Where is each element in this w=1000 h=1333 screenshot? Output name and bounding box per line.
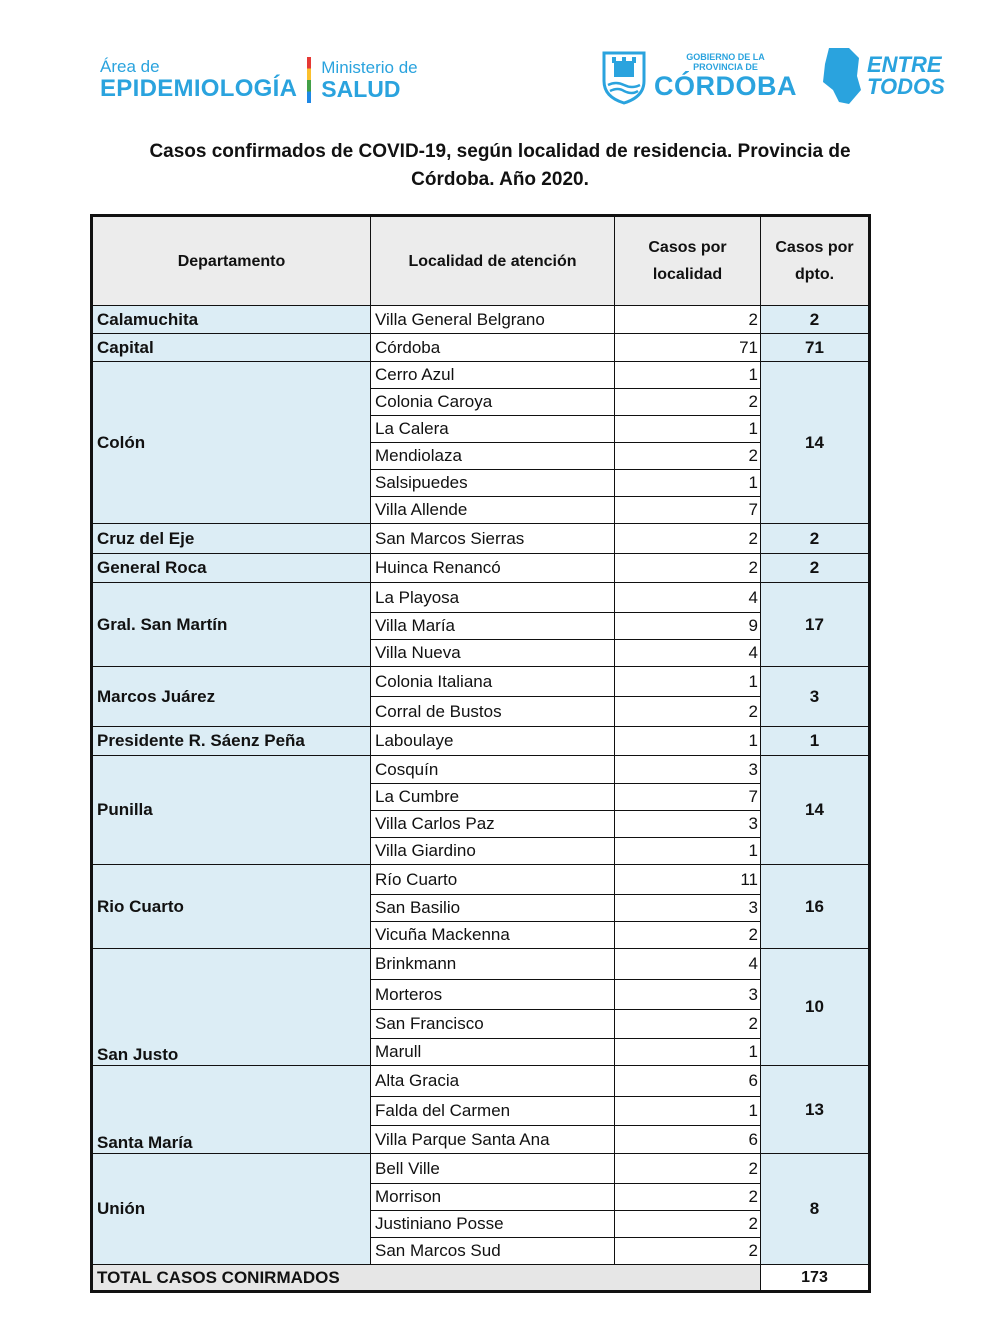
department-name: Presidente R. Sáenz Peña <box>92 727 371 756</box>
logo-ministerio-de: Ministerio de <box>321 57 418 77</box>
locality-name: Villa Carlos Paz <box>371 811 615 838</box>
department-name: Capital <box>92 334 371 362</box>
title-line-1: Casos confirmados de COVID-19, según localidad de residencia. Provincia de <box>149 141 851 162</box>
locality-name: San Francisco <box>371 1010 615 1039</box>
department-name: Rio Cuarto <box>92 865 371 949</box>
locality-cases: 2 <box>615 1154 761 1184</box>
department-name: Unión <box>92 1154 371 1265</box>
locality-name: San Marcos Sud <box>371 1238 615 1265</box>
locality-name: Marull <box>371 1039 615 1066</box>
locality-cases: 2 <box>615 1010 761 1039</box>
department-total: 14 <box>761 756 870 865</box>
locality-name: Colonia Caroya <box>371 389 615 416</box>
locality-cases: 4 <box>615 640 761 667</box>
department-name: Santa María <box>92 1066 371 1154</box>
locality-cases: 7 <box>615 497 761 524</box>
locality-name: Villa María <box>371 613 615 640</box>
province-map-icon <box>819 46 863 106</box>
locality-name: Falda del Carmen <box>371 1097 615 1126</box>
slogan-entre: ENTRE <box>867 52 942 77</box>
locality-cases: 2 <box>615 1184 761 1211</box>
total-row <box>92 1265 870 1292</box>
department-name: Gral. San Martín <box>92 583 371 667</box>
locality-cases: 2 <box>615 1211 761 1238</box>
locality-name: Cerro Azul <box>371 362 615 389</box>
locality-cases: 71 <box>615 334 761 362</box>
department-total: 14 <box>761 362 870 524</box>
logo-epidemiologia: EPIDEMIOLOGÍA <box>100 75 298 102</box>
locality-name: San Basilio <box>371 895 615 922</box>
table-row <box>92 949 870 980</box>
locality-cases: 1 <box>615 838 761 865</box>
locality-cases: 2 <box>615 697 761 727</box>
coat-of-arms-icon <box>600 47 648 105</box>
locality-cases: 2 <box>615 524 761 554</box>
department-name: Colón <box>92 362 371 524</box>
locality-cases: 11 <box>615 865 761 895</box>
slogan-todos: TODOS <box>867 74 945 99</box>
locality-name: Justiniano Posse <box>371 1211 615 1238</box>
header-localidad: Localidad de atención <box>371 216 615 306</box>
locality-cases: 3 <box>615 895 761 922</box>
locality-cases: 3 <box>615 980 761 1010</box>
locality-name: Villa Giardino <box>371 838 615 865</box>
locality-cases: 4 <box>615 583 761 613</box>
department-total: 13 <box>761 1066 870 1154</box>
table-row <box>92 727 870 756</box>
locality-name: Villa General Belgrano <box>371 306 615 334</box>
locality-name: Bell Ville <box>371 1154 615 1184</box>
table-row <box>92 306 870 334</box>
locality-name: Villa Allende <box>371 497 615 524</box>
table-row <box>92 362 870 389</box>
locality-cases: 2 <box>615 922 761 949</box>
page-title <box>100 138 900 194</box>
table-row <box>92 1066 870 1097</box>
locality-cases: 6 <box>615 1126 761 1154</box>
locality-cases: 1 <box>615 727 761 756</box>
locality-name: Huinca Renancó <box>371 554 615 583</box>
department-total: 17 <box>761 583 870 667</box>
locality-cases: 1 <box>615 1097 761 1126</box>
logo-gobierno-de-la: GOBIERNO DE LA <box>686 52 765 62</box>
locality-cases: 2 <box>615 389 761 416</box>
cases-table <box>90 214 871 1293</box>
locality-cases: 1 <box>615 416 761 443</box>
locality-name: La Calera <box>371 416 615 443</box>
locality-cases: 1 <box>615 362 761 389</box>
header-casos-dpto: Casos por dpto. <box>761 216 870 306</box>
title-line-2: Córdoba. Año 2020. <box>411 169 589 190</box>
locality-name: Villa Parque Santa Ana <box>371 1126 615 1154</box>
department-name: Cruz del Eje <box>92 524 371 554</box>
locality-cases: 2 <box>615 443 761 470</box>
locality-name: Río Cuarto <box>371 865 615 895</box>
locality-cases: 3 <box>615 756 761 784</box>
locality-name: La Cumbre <box>371 784 615 811</box>
locality-name: Colonia Italiana <box>371 667 615 697</box>
locality-name: La Playosa <box>371 583 615 613</box>
table-row <box>92 554 870 583</box>
table-body <box>92 306 870 1292</box>
department-name: San Justo <box>92 949 371 1066</box>
header-departamento: Departamento <box>92 216 371 306</box>
locality-cases: 7 <box>615 784 761 811</box>
table-row <box>92 1154 870 1184</box>
locality-name: Salsipuedes <box>371 470 615 497</box>
table-row <box>92 583 870 613</box>
epidemiologia-logo <box>100 50 418 110</box>
locality-name: Cosquín <box>371 756 615 784</box>
locality-name: San Marcos Sierras <box>371 524 615 554</box>
department-total: 3 <box>761 667 870 727</box>
table-row <box>92 865 870 895</box>
logo-cordoba: CÓRDOBA <box>654 71 797 101</box>
department-total: 71 <box>761 334 870 362</box>
locality-cases: 2 <box>615 1238 761 1265</box>
table-row <box>92 667 870 697</box>
locality-name: Morrison <box>371 1184 615 1211</box>
locality-name: Villa Nueva <box>371 640 615 667</box>
locality-cases: 3 <box>615 811 761 838</box>
department-name: Punilla <box>92 756 371 865</box>
locality-name: Córdoba <box>371 334 615 362</box>
department-name: Marcos Juárez <box>92 667 371 727</box>
locality-cases: 1 <box>615 667 761 697</box>
table-row <box>92 524 870 554</box>
department-total: 2 <box>761 524 870 554</box>
department-total: 2 <box>761 306 870 334</box>
locality-name: Vicuña Mackenna <box>371 922 615 949</box>
header <box>0 40 1000 120</box>
department-total: 10 <box>761 949 870 1066</box>
logo-salud: SALUD <box>321 75 401 102</box>
locality-cases: 2 <box>615 554 761 583</box>
locality-cases: 4 <box>615 949 761 980</box>
logo-provincia-de: PROVINCIA DE <box>693 62 758 72</box>
header-casos-localidad: Casos por localidad <box>615 216 761 306</box>
department-name: Calamuchita <box>92 306 371 334</box>
locality-name: Corral de Bustos <box>371 697 615 727</box>
locality-cases: 9 <box>615 613 761 640</box>
locality-cases: 1 <box>615 1039 761 1066</box>
gobierno-cordoba-logo <box>600 44 945 108</box>
locality-name: Alta Gracia <box>371 1066 615 1097</box>
locality-cases: 6 <box>615 1066 761 1097</box>
table-row <box>92 334 870 362</box>
department-total: 1 <box>761 727 870 756</box>
total-value: 173 <box>761 1265 870 1292</box>
table-row <box>92 756 870 784</box>
department-total: 8 <box>761 1154 870 1265</box>
locality-cases: 1 <box>615 470 761 497</box>
header-row <box>92 216 870 306</box>
locality-name: Brinkmann <box>371 949 615 980</box>
department-total: 16 <box>761 865 870 949</box>
locality-name: Laboulaye <box>371 727 615 756</box>
logo-color-bar <box>307 57 311 103</box>
locality-cases: 2 <box>615 306 761 334</box>
department-name: General Roca <box>92 554 371 583</box>
locality-name: Mendiolaza <box>371 443 615 470</box>
department-total: 2 <box>761 554 870 583</box>
logo-area-de: Área de <box>100 57 160 76</box>
locality-name: Morteros <box>371 980 615 1010</box>
total-label: TOTAL CASOS CONIRMADOS <box>92 1265 761 1292</box>
